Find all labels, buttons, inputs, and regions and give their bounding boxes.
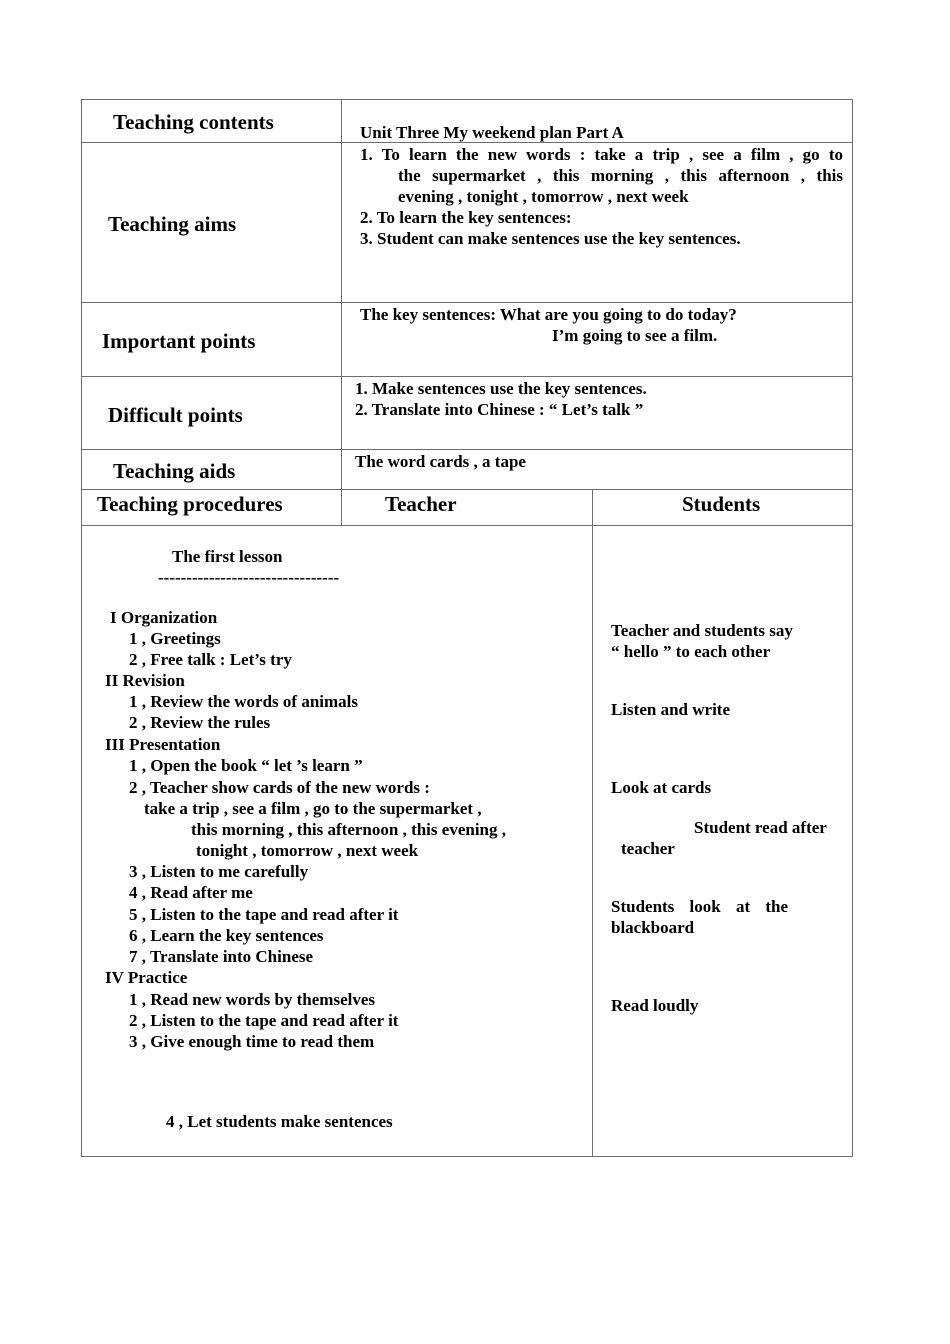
lesson-separator: -------------------------------- — [158, 568, 340, 587]
step-give-time: 3 , Give enough time to read them — [129, 1032, 375, 1051]
column-divider — [592, 489, 593, 1157]
student-activity-blackboard-1: Students look at the — [611, 897, 788, 916]
aim-item-1-line-2: the supermarket , this morning , this afternoon , this — [398, 166, 843, 185]
aim-item-1-line-3: evening , tonight , tomorrow , next week — [398, 187, 689, 206]
column-divider — [341, 99, 342, 526]
row-divider — [81, 376, 853, 377]
label-teaching-aims: Teaching aims — [108, 212, 237, 236]
difficult-points-line-1: 1. Make sentences use the key sentences. — [355, 379, 647, 398]
row-divider — [81, 449, 853, 450]
new-words-line-1: take a trip , see a film , go to the supermarket , — [144, 799, 482, 818]
section-presentation: III Presentation — [105, 735, 221, 754]
table-border-left — [81, 99, 82, 1157]
student-activity-look-cards: Look at cards — [611, 778, 712, 797]
important-points-line-2: I’m going to see a film. — [552, 326, 718, 345]
step-read-after: 4 , Read after me — [129, 883, 253, 902]
label-teaching-contents: Teaching contents — [113, 110, 274, 134]
important-points-line-1: The key sentences: What are you going to do today? — [360, 305, 737, 324]
step-key-sentences: 6 , Learn the key sentences — [129, 926, 324, 945]
student-activity-read-loudly: Read loudly — [611, 996, 699, 1015]
student-activity-read-after-2: teacher — [621, 839, 675, 858]
label-teaching-procedures: Teaching procedures — [97, 492, 283, 516]
new-words-line-2: this morning , this afternoon , this evening , — [191, 820, 506, 839]
label-teaching-aids: Teaching aids — [113, 459, 236, 483]
aim-item-3: 3. Student can make sentences use the key sentences. — [360, 229, 741, 248]
difficult-points-line-2: 2. Translate into Chinese : “ Let’s talk ” — [355, 400, 644, 419]
row-divider — [81, 489, 853, 490]
header-students: Students — [682, 492, 761, 516]
lesson-title: The first lesson — [172, 547, 283, 566]
section-organization: I Organization — [110, 608, 218, 627]
step-greetings: 1 , Greetings — [129, 629, 221, 648]
step-review-words: 1 , Review the words of animals — [129, 692, 359, 711]
student-activity-greet-1: Teacher and students say — [611, 621, 793, 640]
section-revision: II Revision — [105, 671, 185, 690]
teaching-aids-value: The word cards , a tape — [355, 452, 526, 471]
table-border-top — [81, 99, 853, 100]
step-translate: 7 , Translate into Chinese — [129, 947, 314, 966]
aim-item-2: 2. To learn the key sentences: — [360, 208, 572, 227]
header-teacher: Teacher — [385, 492, 457, 516]
student-activity-greet-2: “ hello ” to each other — [611, 642, 771, 661]
student-activity-blackboard-2: blackboard — [611, 918, 695, 937]
aim-item-1-line-1: 1. To learn the new words : take a trip , see a film , go to — [360, 145, 843, 164]
teaching-contents-value: Unit Three My weekend plan Part A — [360, 123, 624, 142]
row-divider — [81, 525, 853, 526]
student-activity-read-after-1: Student read after — [694, 818, 827, 837]
student-activity-listen-write: Listen and write — [611, 700, 730, 719]
table-border-bottom — [81, 1156, 853, 1157]
step-free-talk: 2 , Free talk : Let’s try — [129, 650, 292, 669]
step-listen: 3 , Listen to me carefully — [129, 862, 309, 881]
step-make-sentences: 4 , Let students make sentences — [166, 1112, 393, 1131]
table-border-right — [852, 99, 853, 1157]
label-important-points: Important points — [102, 329, 256, 353]
label-difficult-points: Difficult points — [108, 403, 243, 427]
new-words-line-3: tonight , tomorrow , next week — [196, 841, 419, 860]
step-open-book: 1 , Open the book “ let ’s learn ” — [129, 756, 363, 775]
row-divider — [81, 302, 853, 303]
step-listen-tape-2: 2 , Listen to the tape and read after it — [129, 1011, 399, 1030]
step-review-rules: 2 , Review the rules — [129, 713, 271, 732]
section-practice: IV Practice — [105, 968, 188, 987]
step-show-cards: 2 , Teacher show cards of the new words : — [129, 778, 430, 797]
step-read-new-words: 1 , Read new words by themselves — [129, 990, 376, 1009]
step-listen-tape: 5 , Listen to the tape and read after it — [129, 905, 399, 924]
